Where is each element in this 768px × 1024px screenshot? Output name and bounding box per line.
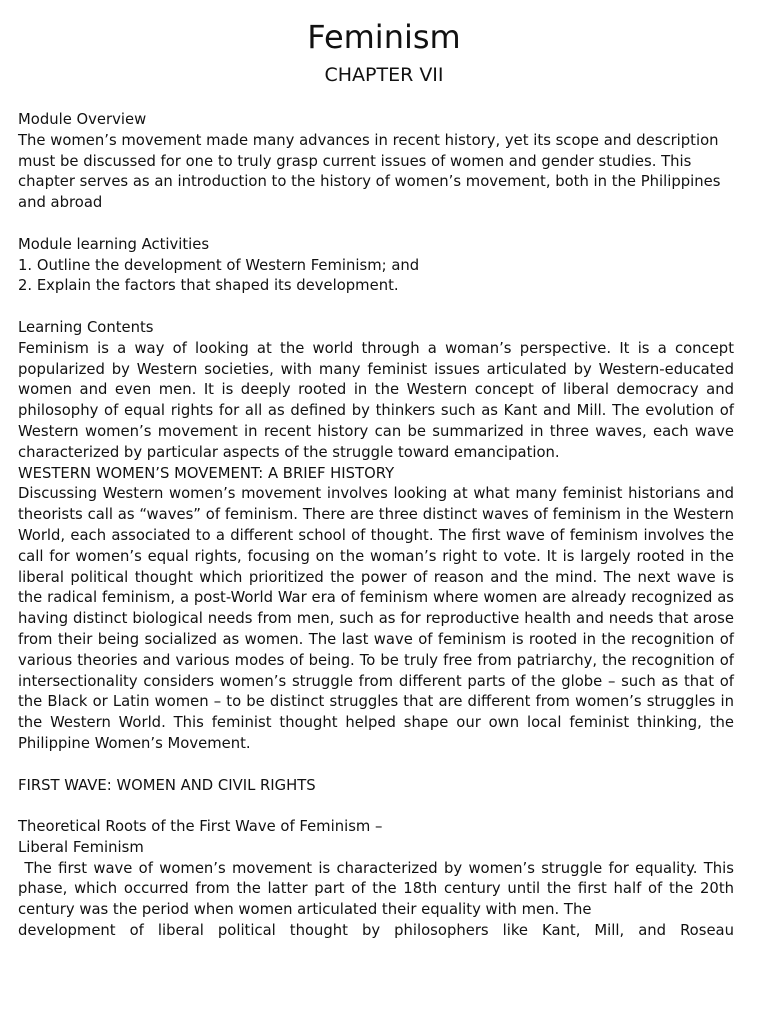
spacer xyxy=(18,214,734,235)
list-item: 1. Outline the development of Western Feminism; and xyxy=(18,256,420,274)
learning-contents-heading: Learning Contents xyxy=(18,318,154,336)
page-title: Feminism xyxy=(307,18,461,56)
module-overview-text: The women’s movement made many advances in recent history, yet its scope and description must be discussed for one to truly grasp current issues of women and gender studies. This chapter serves as an introduction to the history of women’s movement, both in the Philippines and abroad xyxy=(18,131,721,212)
first-wave-subheading: Theoretical Roots of the First Wave of Feminism – xyxy=(18,818,383,836)
learning-contents-text: Feminism is a way of looking at the world through a woman’s perspective. It is a concept popularized by Western societies, with many feminist issues articulated by Western-educated women and even men. It is deeply rooted in the Western concept of liberal democracy and philosophy of equal rights for all as defined by thinkers such as Kant and Mill. The evolution of Western women’s movement in recent history can be summarized in three waves, each wave characterized by particular aspects of the struggle toward emancipation. xyxy=(18,339,734,461)
spacer xyxy=(18,755,734,776)
module-overview-heading: Module Overview xyxy=(18,111,147,128)
spacer xyxy=(18,796,734,817)
first-wave-subheading-2: Liberal Feminism xyxy=(18,838,144,856)
brief-history-heading: WESTERN WOMEN’S MOVEMENT: A BRIEF HISTORY xyxy=(18,464,395,482)
list-item: 2. Explain the factors that shaped its development. xyxy=(18,277,399,295)
learning-activities-list xyxy=(18,256,734,298)
first-wave-heading: FIRST WAVE: WOMEN AND CIVIL RIGHTS xyxy=(18,776,316,794)
document-body xyxy=(18,110,739,942)
learning-activities-heading: Module learning Activities xyxy=(18,235,210,253)
brief-history-text: Discussing Western women’s movement involves looking at what many feminist historians and theorists call as “waves” of feminism. There are three distinct waves of feminism in the Western World, each associated to a different school of thought. The first wave of feminism involves the call for women’s equal rights, focusing on the woman’s right to vote. It is largely rooted in the liberal political thought which prioritized the power of reason and the mind. The next wave is the radical feminism, a post-World War era of feminism where women are already recognized as having distinct biological needs from men, such as for reproductive health and needs that arose from their being socialized as women. The last wave of feminism is rooted in the recognition of various theories and various modes of being. To be truly free from patriarchy, the recognition of intersectionality considers women’s struggle from different parts of the globe – such as that of the Black or Latin women – to be distinct struggles that are different from women’s struggles in the Western World. This feminist thought helped shape our own local feminist thinking, the Philippine Women’s Movement. xyxy=(18,485,734,752)
spacer xyxy=(18,297,734,318)
first-wave-last-line: development of liberal political thought by philosophers like Kant, Mill, and Roseau xyxy=(18,922,734,940)
chapter-label: CHAPTER VII xyxy=(324,64,444,86)
first-wave-text: The first wave of women’s movement is characterized by women’s struggle for equality. This phase, which occurred from the latter part of the 18th century until the first half of the 20th century was the period when women articulated their equality with men. The xyxy=(18,859,739,919)
